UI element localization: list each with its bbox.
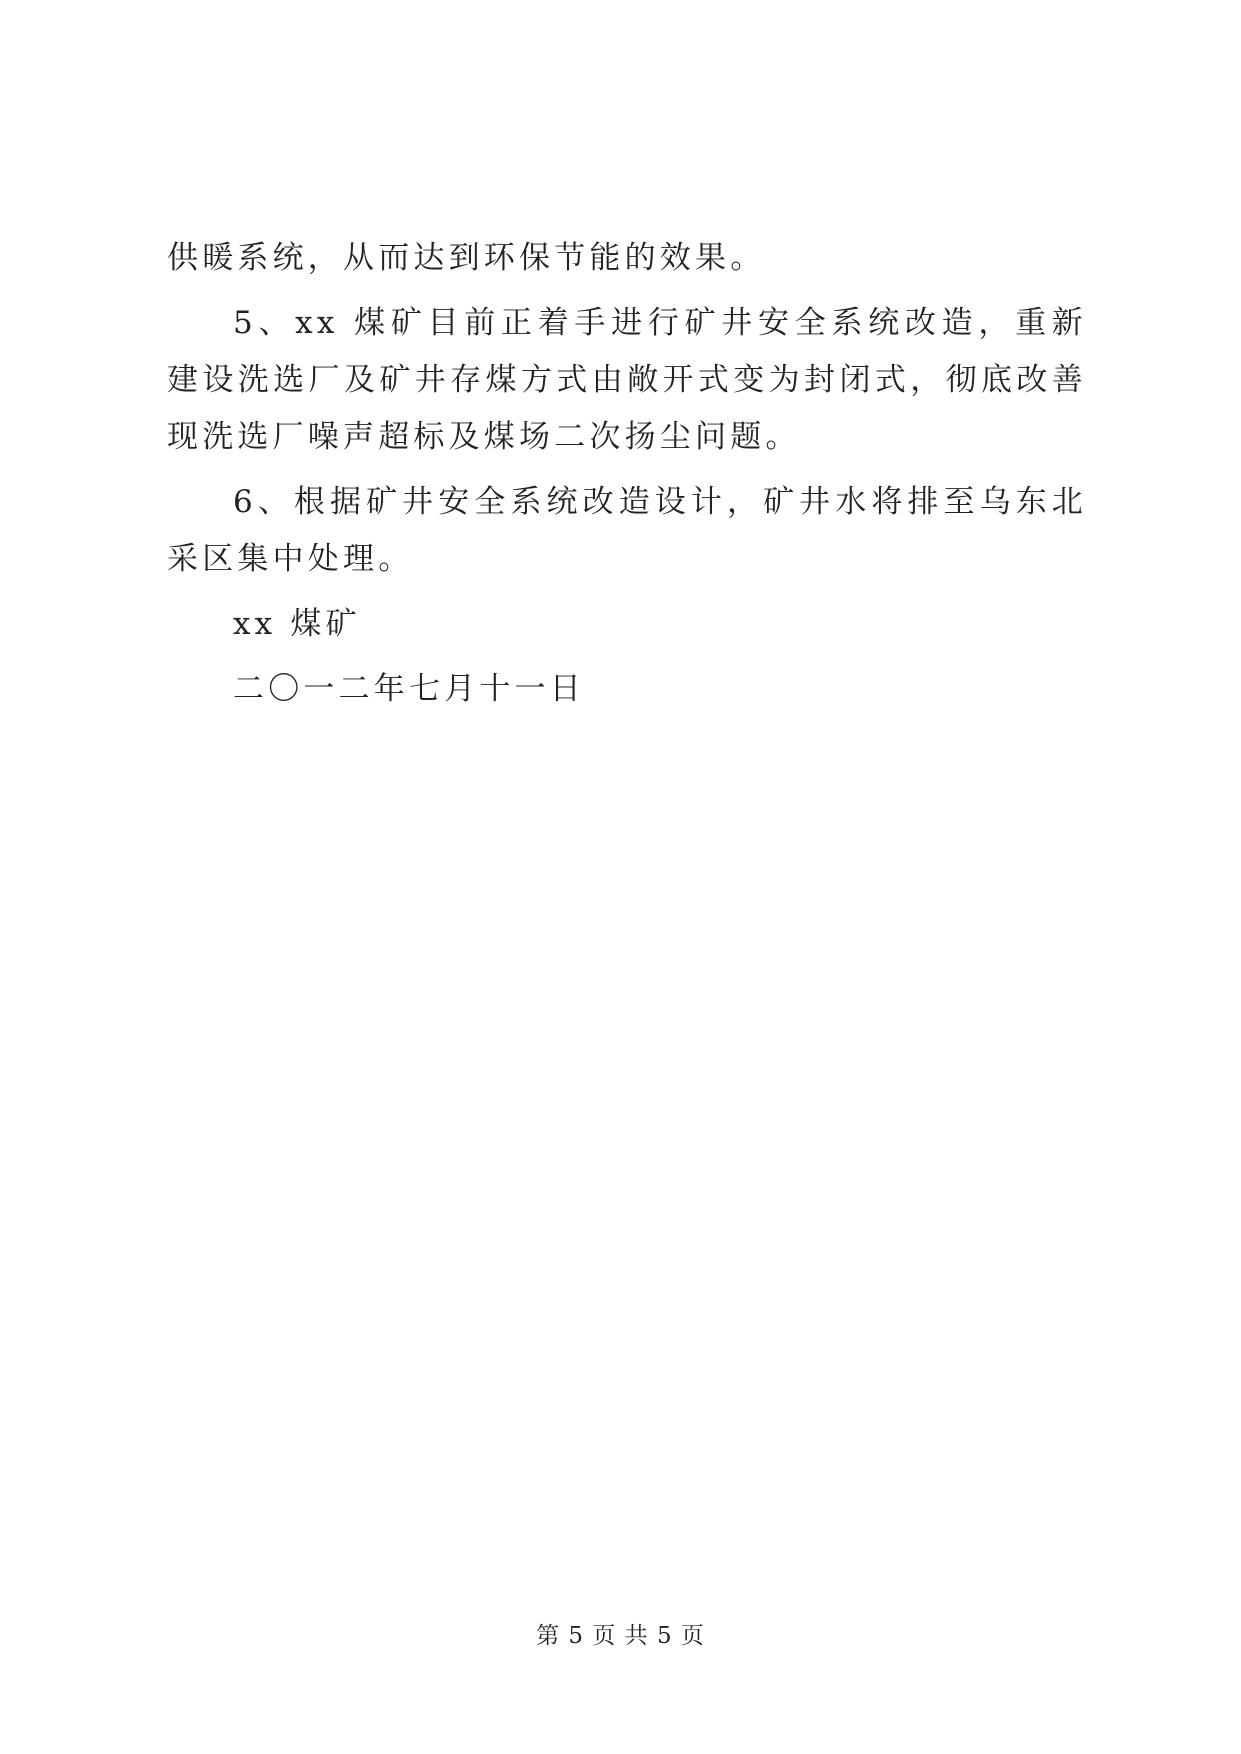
paragraph-continuation: 供暖系统，从而达到环保节能的效果。 bbox=[167, 240, 766, 276]
signature-organization: xx 煤矿 bbox=[233, 606, 361, 642]
paragraph-item-5: 5、xx 煤矿目前正着手进行矿井安全系统改造，重新建设洗选厂及矿井存煤方式由敞开式变为封闭式，彻底改善现洗选厂噪声超标及煤场二次扬尘问题。 bbox=[167, 305, 1087, 455]
document-body bbox=[167, 230, 1087, 726]
page-number-footer: 第 5 页 共 5 页 bbox=[536, 1623, 705, 1649]
paragraph-item-6: 6、根据矿井安全系统改造设计，矿井水将排至乌东北采区集中处理。 bbox=[167, 484, 1087, 577]
signature-date: 二〇一二年七月十一日 bbox=[233, 671, 585, 707]
